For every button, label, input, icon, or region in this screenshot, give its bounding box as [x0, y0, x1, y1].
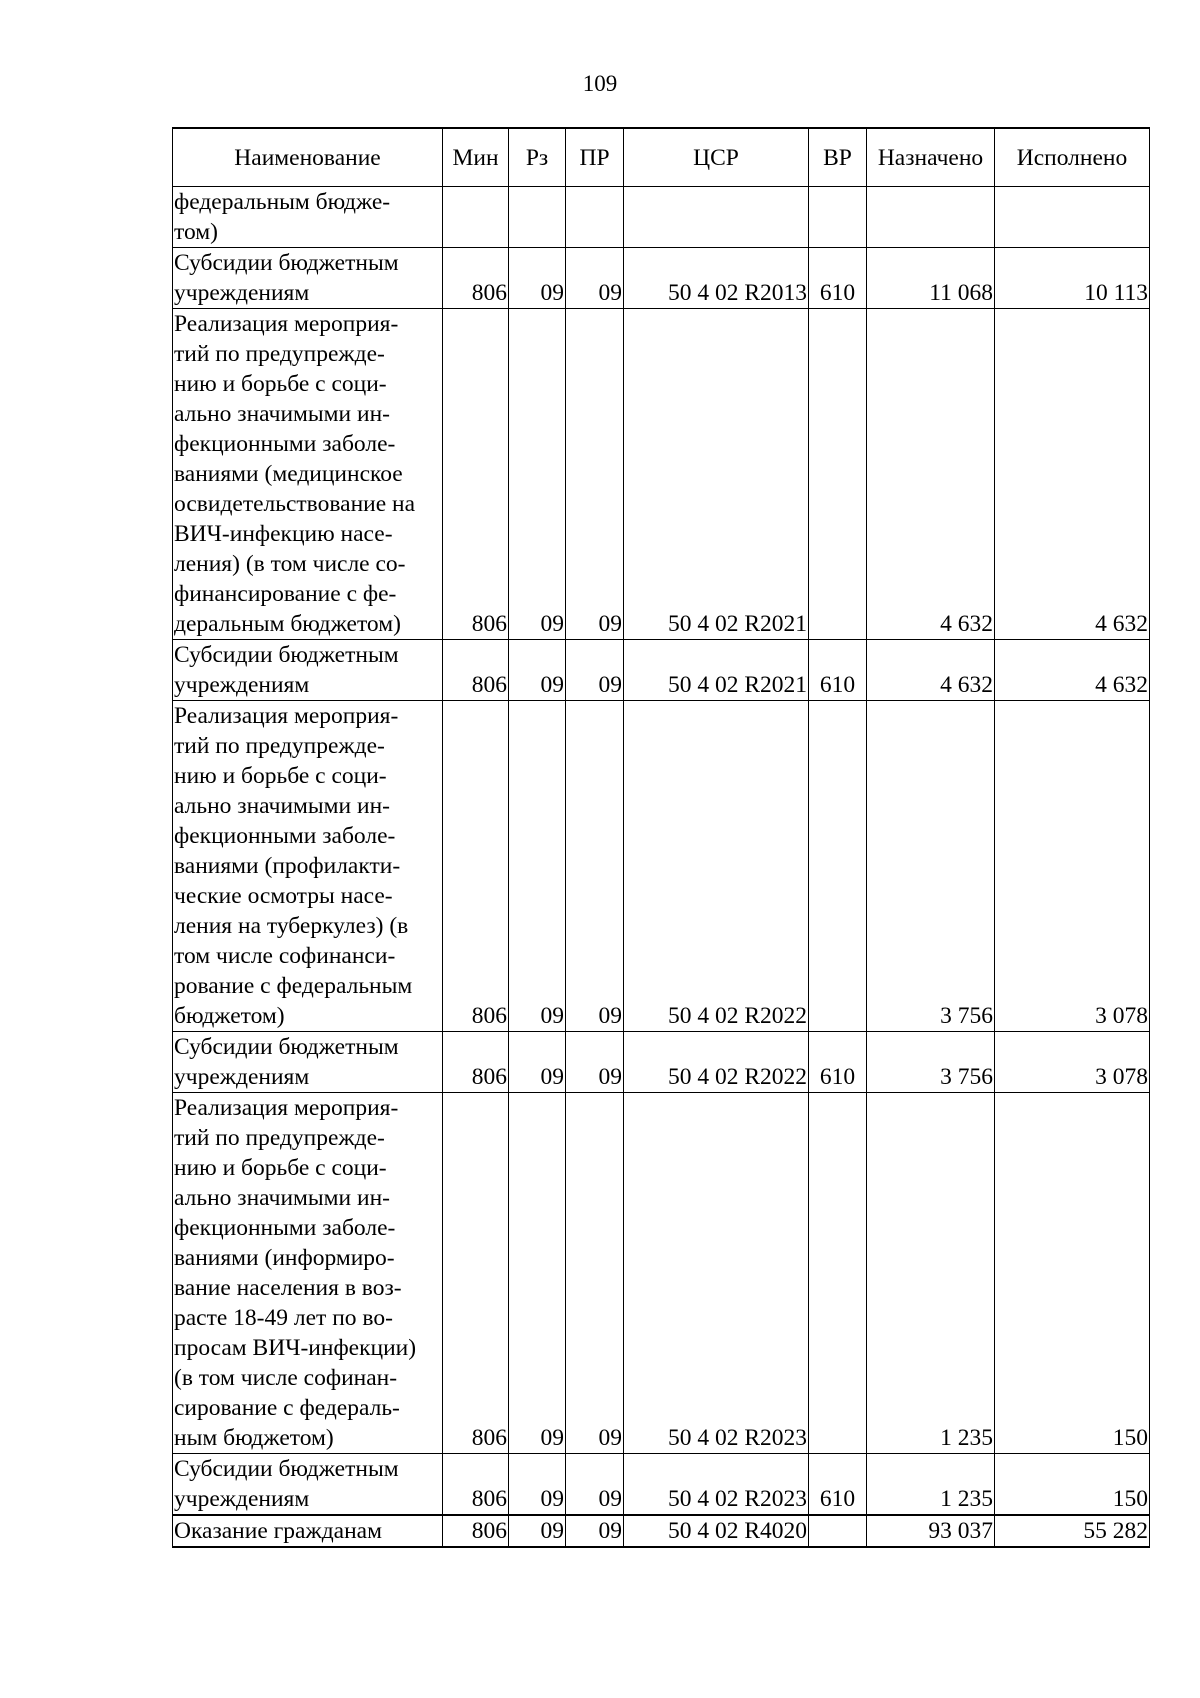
page-number: 109: [582, 71, 618, 96]
cell-csr: 50 4 02 R2013: [624, 248, 809, 309]
cell-min: 806: [443, 248, 509, 309]
cell-assigned: [867, 187, 995, 248]
table-row: [173, 248, 1150, 309]
table-row: [173, 640, 1150, 701]
cell-vr: 610: [809, 1454, 867, 1516]
cell-assigned: 1 235: [867, 1454, 995, 1516]
cell-assigned: 3 756: [867, 1032, 995, 1093]
cell-rz: [509, 187, 566, 248]
cell-rz: 09: [509, 1032, 566, 1093]
cell-min: 806: [443, 701, 509, 1032]
cell-name: Субсидии бюджетным учреждениям: [173, 248, 443, 309]
cell-executed: 4 632: [995, 640, 1150, 701]
cell-vr: [809, 1515, 867, 1547]
cell-rz: 09: [509, 1515, 566, 1547]
table-row: [173, 309, 1150, 640]
cell-min: 806: [443, 1515, 509, 1547]
cell-pr: 09: [566, 1454, 624, 1516]
cell-csr: 50 4 02 R2023: [624, 1093, 809, 1454]
cell-executed: 10 113: [995, 248, 1150, 309]
cell-pr: 09: [566, 1515, 624, 1547]
cell-vr: 610: [809, 1032, 867, 1093]
cell-rz: 09: [509, 309, 566, 640]
cell-name: федеральным бюдже- том): [173, 187, 443, 248]
cell-pr: 09: [566, 248, 624, 309]
cell-csr: 50 4 02 R2023: [624, 1454, 809, 1516]
cell-vr: [809, 309, 867, 640]
cell-rz: 09: [509, 701, 566, 1032]
header-rz: Рз: [509, 128, 566, 187]
cell-pr: 09: [566, 640, 624, 701]
cell-pr: 09: [566, 1032, 624, 1093]
cell-csr: 50 4 02 R2021: [624, 640, 809, 701]
cell-rz: 09: [509, 1454, 566, 1516]
table-row: [173, 1454, 1150, 1516]
cell-csr: 50 4 02 R2022: [624, 701, 809, 1032]
cell-name: Субсидии бюджетным учреждениям: [173, 1454, 443, 1516]
cell-name: Оказание гражданам: [173, 1515, 443, 1547]
table-row: [173, 1515, 1150, 1547]
header-pr: ПР: [566, 128, 624, 187]
header-vr: ВР: [809, 128, 867, 187]
cell-vr: [809, 187, 867, 248]
cell-assigned: 3 756: [867, 701, 995, 1032]
table-row: [173, 701, 1150, 1032]
header-name: Наименование: [173, 128, 443, 187]
cell-rz: 09: [509, 248, 566, 309]
cell-min: 806: [443, 1032, 509, 1093]
cell-assigned: 1 235: [867, 1093, 995, 1454]
cell-csr: 50 4 02 R4020: [624, 1515, 809, 1547]
cell-min: 806: [443, 640, 509, 701]
cell-csr: 50 4 02 R2022: [624, 1032, 809, 1093]
cell-pr: [566, 187, 624, 248]
cell-executed: 150: [995, 1454, 1150, 1516]
cell-rz: 09: [509, 1093, 566, 1454]
cell-executed: [995, 187, 1150, 248]
cell-assigned: 4 632: [867, 640, 995, 701]
cell-rz: 09: [509, 640, 566, 701]
cell-name: Субсидии бюджетным учреждениям: [173, 640, 443, 701]
header-csr: ЦСР: [624, 128, 809, 187]
cell-min: 806: [443, 1093, 509, 1454]
cell-min: [443, 187, 509, 248]
cell-vr: 610: [809, 248, 867, 309]
cell-min: 806: [443, 1454, 509, 1516]
cell-csr: 50 4 02 R2021: [624, 309, 809, 640]
cell-pr: 09: [566, 1093, 624, 1454]
cell-pr: 09: [566, 701, 624, 1032]
cell-name: Субсидии бюджетным учреждениям: [173, 1032, 443, 1093]
cell-name: Реализация мероприя- тий по предупрежде- нию и борьбе с соци- ально значимыми ин- фекционными заболе- ваниями (информиро- вание населения в воз- расте 18-49 лет по во- просам ВИЧ-инфекции) (в том числе софинан- сирование с федераль- ным бюджетом): [173, 1093, 443, 1454]
header-assigned: Назначено: [867, 128, 995, 187]
budget-table: [172, 127, 1150, 1548]
cell-vr: [809, 701, 867, 1032]
cell-assigned: 4 632: [867, 309, 995, 640]
cell-executed: 3 078: [995, 1032, 1150, 1093]
cell-name: Реализация мероприя- тий по предупрежде- нию и борьбе с соци- ально значимыми ин- фекционными заболе- ваниями (профилакти- ческие осмотры насе- ления на туберкулез) (в том числе софинанси- рование с федеральным бюджетом): [173, 701, 443, 1032]
cell-vr: [809, 1093, 867, 1454]
cell-executed: 150: [995, 1093, 1150, 1454]
cell-vr: 610: [809, 640, 867, 701]
table-row: [173, 1032, 1150, 1093]
cell-pr: 09: [566, 309, 624, 640]
table-header-row: [173, 128, 1150, 187]
cell-assigned: 11 068: [867, 248, 995, 309]
cell-executed: 4 632: [995, 309, 1150, 640]
cell-name: Реализация мероприя- тий по предупрежде- нию и борьбе с соци- ально значимыми ин- фекционными заболе- ваниями (медицинское освидетельствование на ВИЧ-инфекцию насе- ления) (в том числе со- финансирование с фе- деральным бюджетом): [173, 309, 443, 640]
cell-assigned: 93 037: [867, 1515, 995, 1547]
header-executed: Исполнено: [995, 128, 1150, 187]
cell-executed: 55 282: [995, 1515, 1150, 1547]
table-row: [173, 187, 1150, 248]
cell-executed: 3 078: [995, 701, 1150, 1032]
table-row: [173, 1093, 1150, 1454]
cell-csr: [624, 187, 809, 248]
header-min: Мин: [443, 128, 509, 187]
cell-min: 806: [443, 309, 509, 640]
